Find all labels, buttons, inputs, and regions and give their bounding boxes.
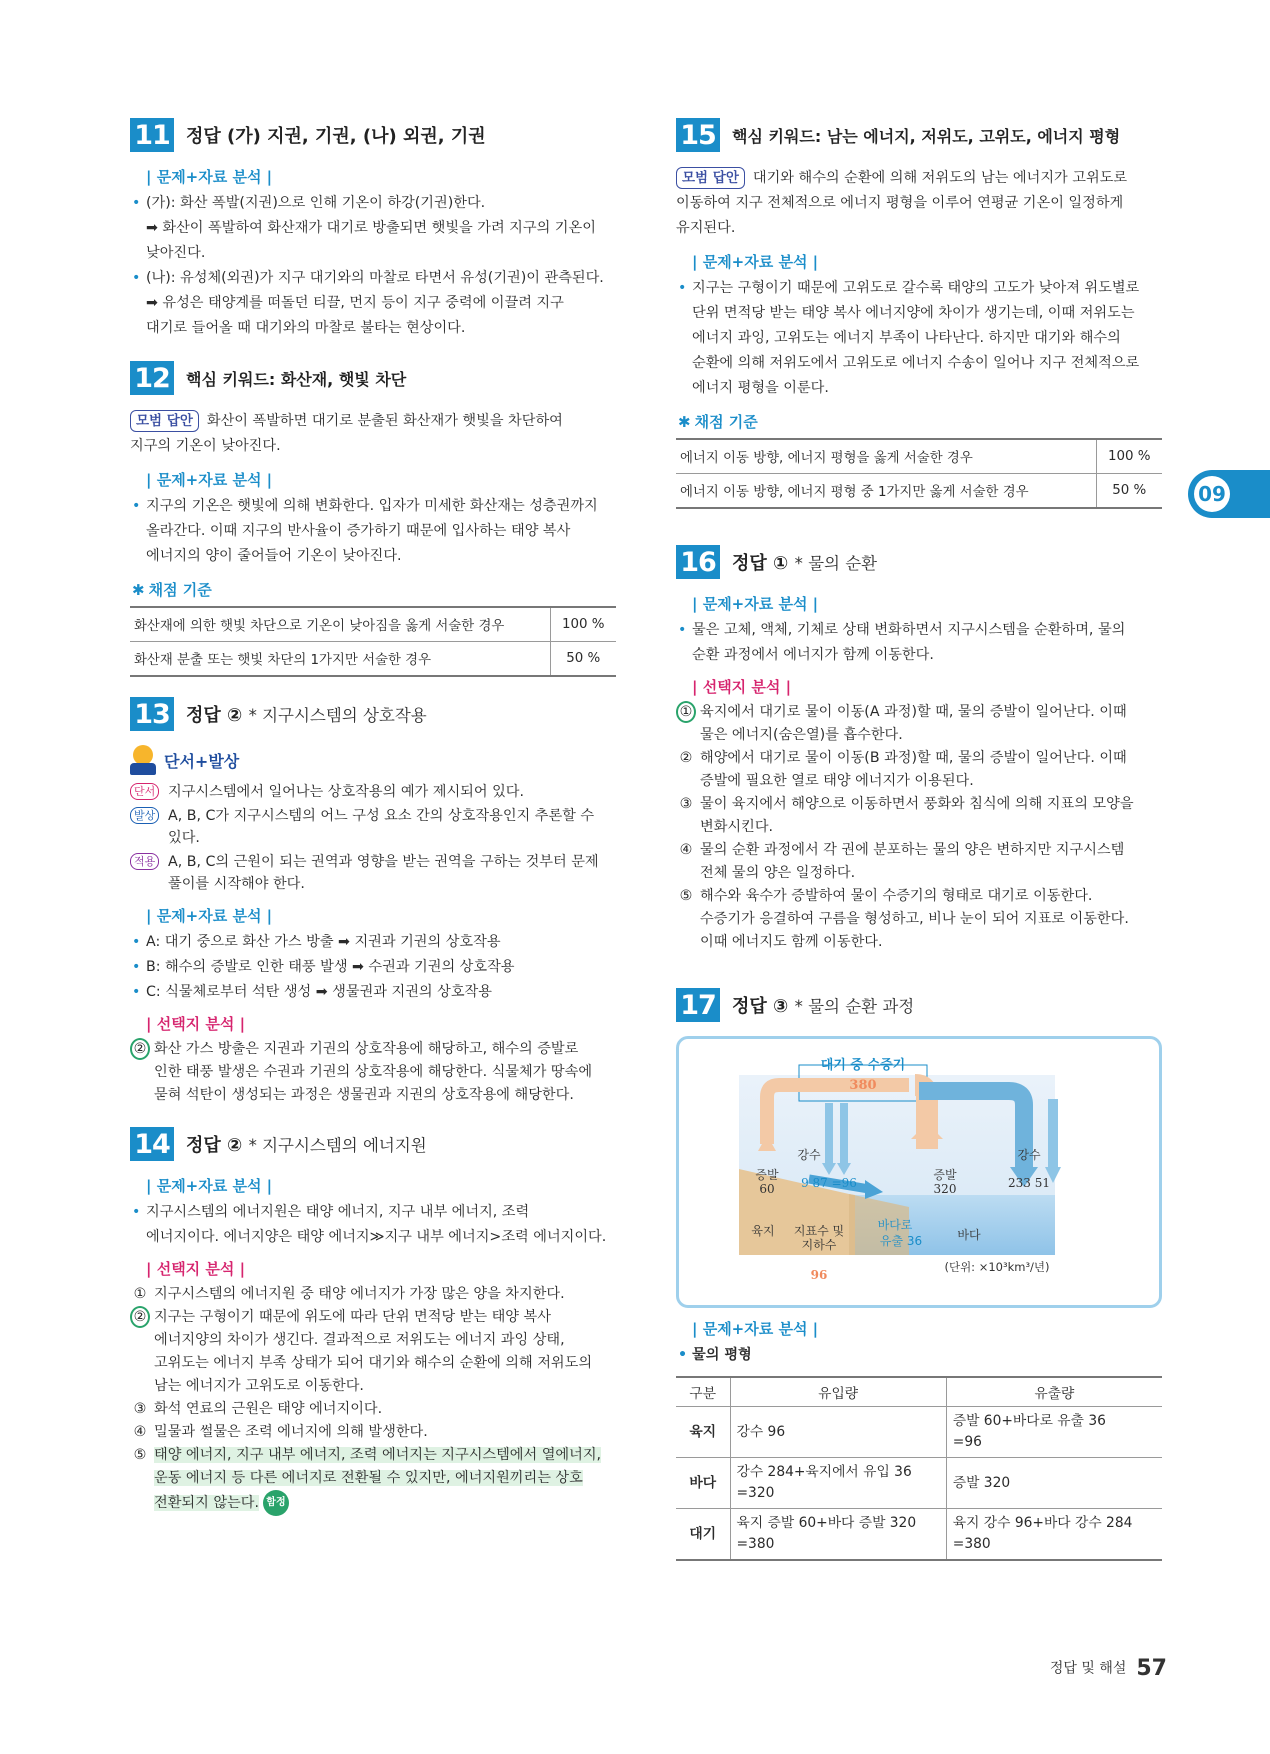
lightbulb-icon	[130, 745, 156, 775]
sea-evaporation-label: 증발	[933, 1168, 957, 1182]
page-footer	[1050, 1656, 1167, 1681]
q15-criteria-table	[676, 438, 1162, 509]
outflow-cell: 증발 320	[946, 1458, 1162, 1509]
q11-section-label: | 문제+자료 분석 |	[146, 168, 273, 186]
q16-options-label: | 선택지 분석 |	[692, 678, 792, 696]
q16-section-label: | 문제+자료 분석 |	[692, 595, 819, 613]
criteria-percent: 100 %	[550, 607, 616, 642]
q12-number: 12	[130, 361, 174, 395]
q16-number: 16	[676, 545, 720, 579]
q17-title: 정답 ③ * 물의 순환 과정	[732, 996, 915, 1017]
q13-bullet-b: • B: 해수의 증발로 인한 태풍 발생 ➡ 수권과 기권의 상호작용	[130, 955, 616, 980]
q12-bullet-1: • 지구의 기온은 햇빛에 의해 변화한다. 입자가 미세한 화산재는 성층권까지	[130, 494, 616, 519]
q12-criteria-table	[130, 606, 616, 677]
q13-hint-clue: 단서 지구시스템에서 일어나는 상호작용의 예가 제시되어 있다.	[130, 781, 616, 803]
q13-bullet-c: • C: 식물체로부터 석탄 생성 ➡ 생물권과 지권의 상호작용	[130, 980, 616, 1005]
q12-answer-line-2: 지구의 기온이 낮아진다.	[130, 438, 281, 454]
clue-tag: 단서	[130, 783, 159, 800]
q12-section-label: | 문제+자료 분석 |	[146, 471, 273, 489]
q15-title: 핵심 키워드: 남는 에너지, 저위도, 고위도, 에너지 평형	[732, 126, 1121, 146]
row-header: 대기	[676, 1509, 730, 1561]
option-number: ②	[130, 1038, 150, 1060]
q13-subtitle: * 지구시스템의 상호작용	[248, 706, 427, 725]
q15-number: 15	[676, 118, 720, 152]
q16-bullet-1: • 물은 고체, 액체, 기체로 상태 변화하면서 지구시스템을 순환하며, 물의	[676, 618, 1162, 643]
q14-option-4: ④ 밀물과 썰물은 조력 에너지에 의해 발생한다.	[133, 1424, 428, 1440]
q11-bullet-1-line-b: 낮아진다.	[146, 245, 206, 261]
q15-header	[676, 118, 1162, 152]
q11-bullet-2: • (나): 유성체(외권)가 지구 대기와의 마찰로 타면서 유성(기권)이 관측된다.	[130, 266, 616, 291]
inflow-cell: 강수 96	[730, 1407, 946, 1458]
q13-title: 정답 ② * 지구시스템의 상호작용	[186, 705, 427, 726]
criteria-percent: 100 %	[1096, 439, 1162, 474]
criteria-text: 화산재에 의한 햇빛 차단으로 기온이 낮아짐을 옳게 서술한 경우	[130, 607, 550, 642]
sea-precipitation-label: 강수	[1017, 1148, 1041, 1162]
q16-option-3: ③ 물이 육지에서 해양으로 이동하면서 풍화와 침식에 의해 지표의 모양을 변화시킨다.	[679, 796, 1134, 835]
sea-evaporation-value: 320	[933, 1182, 957, 1196]
q14-bullet-line-a: 에너지이다. 에너지양은 태양 에너지≫지구 내부 에너지>조력 에너지이다.	[146, 1229, 607, 1245]
q16-option-5: ⑤ 해수와 육수가 증발하여 물이 수증기의 형태로 대기로 이동한다. 수증기가 응결하여 구름을 형성하고, 비나 눈이 되어 지표로 이동한다. 이때 에너지도 함께 이동한다.	[679, 888, 1129, 950]
q15-criteria-label: ✱ 채점 기준	[678, 413, 758, 431]
q15-bullet-line-d: 에너지 평형을 이룬다.	[692, 380, 829, 396]
column-header: 유입량	[730, 1377, 946, 1407]
q12-bullet-line-a: 올라간다. 이때 지구의 반사율이 증가하기 때문에 입사하는 태양 복사	[146, 523, 571, 539]
q14-option-1: ① 지구시스템의 에너지원 중 태양 에너지가 가장 많은 양을 차지한다.	[133, 1286, 565, 1302]
q13-hint-apply: 적용 A, B, C의 근원이 되는 권역과 영향을 받는 권역을 구하는 것부터 문제 풀이를 시작해야 한다.	[130, 851, 616, 895]
q17-subtitle: * 물의 순환 과정	[794, 997, 915, 1016]
q11-bullet-2-line-b: 대기로 들어올 때 대기와의 마찰로 불타는 현상이다.	[146, 320, 466, 336]
asterisk-icon: ✱	[678, 413, 691, 431]
idea-tag: 발상	[130, 807, 159, 824]
asterisk-icon: ✱	[132, 581, 145, 599]
runoff-label: 바다로	[877, 1218, 913, 1232]
land-evaporation-value: 60	[759, 1182, 775, 1196]
q11-bullet-1: • (가): 화산 폭발(지권)으로 인해 기온이 하강(기권)한다.	[130, 191, 616, 216]
q14-title: 정답 ② * 지구시스템의 에너지원	[186, 1135, 427, 1156]
table-row	[130, 607, 616, 642]
apply-tag: 적용	[130, 853, 159, 870]
unit-label: (단위: ×10³km³/년)	[944, 1260, 1050, 1274]
water-balance-table	[676, 1376, 1162, 1561]
q11-header	[130, 118, 616, 152]
q14-header	[130, 1127, 616, 1161]
chapter-tab[interactable]	[1188, 470, 1270, 518]
table-row	[676, 439, 1162, 474]
q12-criteria-label: ✱ 채점 기준	[132, 581, 212, 599]
outflow-cell: 육지 강수 96+바다 강수 284 =380	[946, 1509, 1162, 1561]
table-row	[676, 1509, 1162, 1561]
criteria-percent: 50 %	[1096, 474, 1162, 509]
q12-answer-line-1: 화산이 폭발하면 대기로 분출된 화산재가 햇빛을 차단하여	[206, 413, 563, 429]
column-header: 유출량	[946, 1377, 1162, 1407]
row-header: 바다	[676, 1458, 730, 1509]
q15-bullet-1: • 지구는 구형이기 때문에 고위도로 갈수록 태양의 고도가 낮아져 위도별로	[676, 276, 1162, 301]
q15-bullet-line-b: 에너지 과잉, 고위도는 에너지 부족이 나타난다. 하지만 대기와 해수의	[692, 330, 1121, 346]
land-precipitation-label: 강수	[797, 1148, 821, 1162]
q13-hint-header	[130, 745, 616, 775]
water-cycle-diagram	[676, 1036, 1162, 1308]
table-header-row	[676, 1377, 1162, 1407]
runoff-value: 유출 36	[879, 1234, 923, 1248]
trap-badge-icon: 함정	[263, 1490, 289, 1516]
land-label: 육지	[751, 1224, 775, 1238]
q16-option-1: ① 육지에서 대기로 물이 이동(A 과정)할 때, 물의 증발이 일어난다. 이때 물은 에너지(숨은열)를 흡수한다.	[676, 701, 1162, 747]
groundwater-label-2: 지하수	[801, 1238, 837, 1252]
table-row	[130, 642, 616, 677]
q15-answer-line-2: 이동하여 지구 전체적으로 에너지 평형을 이루어 연평균 기온이 일정하게	[676, 195, 1124, 211]
row-header: 육지	[676, 1407, 730, 1458]
sea-precipitation-value: 233 51	[1008, 1176, 1050, 1190]
q14-option-2: ② 지구는 구형이기 때문에 위도에 따라 단위 면적당 받는 태양 복사 에너지양의 차이가 생긴다. 결과적으로 저위도는 에너지 과잉 상태, 고위도는 에너지 부족 상태가 되어 대기와 해수의 순환에 의해 저위도의 남는 에너지가 고위도로 이동한다.	[130, 1306, 616, 1398]
q11-bullet-1-line-a: ➡ 화산이 폭발하여 화산재가 대기로 방출되면 햇빛을 가려 지구의 기온이	[146, 220, 596, 236]
q14-subtitle: * 지구시스템의 에너지원	[248, 1136, 427, 1155]
criteria-text: 화산재 분출 또는 햇빛 차단의 1가지만 서술한 경우	[130, 642, 550, 677]
q17-number: 17	[676, 988, 720, 1022]
q17-balance-label: • 물의 평형	[676, 1343, 1162, 1368]
land-evaporation-label: 증발	[755, 1168, 779, 1182]
q17-header	[676, 988, 1162, 1022]
q16-title: 정답 ① * 물의 순환	[732, 553, 878, 574]
table-row	[676, 474, 1162, 509]
q16-subtitle: * 물의 순환	[794, 554, 878, 573]
chapter-number: 09	[1194, 476, 1230, 512]
sea-label: 바다	[957, 1228, 981, 1242]
criteria-percent: 50 %	[550, 642, 616, 677]
q13-header	[130, 697, 616, 731]
q14-section-label: | 문제+자료 분석 |	[146, 1177, 273, 1195]
groundwater-label: 지표수 및	[793, 1224, 845, 1238]
q15-model-answer: 모범 답안 대기와 해수의 순환에 의해 저위도의 남는 에너지가 고위도로	[676, 166, 1162, 191]
model-answer-badge: 모범 답안	[130, 410, 199, 432]
table-row	[676, 1458, 1162, 1509]
table-row	[676, 1407, 1162, 1458]
q15-section-label: | 문제+자료 분석 |	[692, 253, 819, 271]
bottom-value: 96	[810, 1268, 828, 1282]
atmosphere-label: 대기 중 수증기	[820, 1058, 906, 1073]
q13-hint-idea: 발상 A, B, C가 지구시스템의 어느 구성 요소 간의 상호작용인지 추론할 수 있다.	[130, 805, 616, 849]
q16-option-4: ④ 물의 순환 과정에서 각 권에 분포하는 물의 양은 변하지만 지구시스템 전체 물의 양은 일정하다.	[679, 842, 1125, 881]
q17-section-label: | 문제+자료 분석 |	[692, 1320, 819, 1338]
atmosphere-value: 380	[849, 1078, 877, 1093]
criteria-text: 에너지 이동 방향, 에너지 평형 중 1가지만 옳게 서술한 경우	[676, 474, 1096, 509]
outflow-cell: 증발 60+바다로 유출 36 =96	[946, 1407, 1162, 1458]
q13-option-correct: ② 화산 가스 방출은 지권과 기권의 상호작용에 해당하고, 해수의 증발로 인한 태풍 발생은 수권과 기권의 상호작용에 해당한다. 식물체가 땅속에 묻혀 석탄이 생성되는 과정은 생물권과 지권의 상호작용에 해당한다.	[130, 1038, 616, 1107]
criteria-text: 에너지 이동 방향, 에너지 평형을 옳게 서술한 경우	[676, 439, 1096, 474]
q14-bullet-1: • 지구시스템의 에너지원은 태양 에너지, 지구 내부 에너지, 조력	[130, 1200, 616, 1225]
q13-options-label: | 선택지 분석 |	[146, 1015, 246, 1033]
q13-number: 13	[130, 697, 174, 731]
footer-label: 정답 및 해설	[1049, 1660, 1127, 1677]
model-answer-badge: 모범 답안	[676, 167, 745, 189]
q12-title: 핵심 키워드: 화산재, 햇빛 차단	[186, 369, 407, 389]
q14-options-label: | 선택지 분석 |	[146, 1260, 246, 1278]
inflow-cell: 강수 284+육지에서 유입 36 =320	[730, 1458, 946, 1509]
q16-header	[676, 545, 1162, 579]
q14-option-3: ③ 화석 연료의 근원은 태양 에너지이다.	[133, 1401, 383, 1417]
page-number: 57	[1136, 1656, 1167, 1681]
q13-bullet-a: • A: 대기 중으로 화산 가스 방출 ➡ 지권과 기권의 상호작용	[130, 930, 616, 955]
right-column	[676, 118, 1162, 1561]
q14-number: 14	[130, 1127, 174, 1161]
column-header: 구분	[676, 1377, 730, 1407]
q14-option-5: ⑤ 태양 에너지, 지구 내부 에너지, 조력 에너지는 지구시스템에서 열에너지, 운동 에너지 등 다른 에너지로 전환될 수 있지만, 에너지원끼리는 상호 전환되지 않는다. 함정	[130, 1444, 616, 1516]
q15-bullet-line-a: 단위 면적당 받는 태양 복사 에너지양에 차이가 생기는데, 이때 저위도는	[692, 305, 1135, 321]
q12-header	[130, 361, 616, 395]
q16-bullet-line-a: 순환 과정에서 에너지가 함께 이동한다.	[692, 647, 934, 663]
q11-number: 11	[130, 118, 174, 152]
q11-title: 정답 (가) 지권, 기권, (나) 외권, 기권	[186, 126, 486, 147]
q11-bullet-2-line-a: ➡ 유성은 태양계를 떠돌던 티끌, 먼지 등이 지구 중력에 이끌려 지구	[146, 295, 564, 311]
q16-option-2: ② 해양에서 대기로 물이 이동(B 과정)할 때, 물의 증발이 일어난다. 이때 증발에 필요한 열로 태양 에너지가 이용된다.	[679, 750, 1127, 789]
q13-hint-title: 단서+발상	[164, 751, 240, 771]
water-cycle-figure	[679, 1039, 1159, 1305]
q12-model-answer	[130, 409, 616, 434]
q13-section-label: | 문제+자료 분석 |	[146, 907, 273, 925]
inflow-cell: 육지 증발 60+바다 증발 320 =380	[730, 1509, 946, 1561]
q12-bullet-line-b: 에너지의 양이 줄어들어 기온이 낮아진다.	[146, 548, 402, 564]
land-precipitation-value: 9 87 =96	[801, 1176, 857, 1190]
q15-answer-line-3: 유지된다.	[676, 220, 736, 236]
left-column	[130, 118, 616, 1516]
q15-bullet-line-c: 순환에 의해 저위도에서 고위도로 에너지 수송이 일어나 지구 전체적으로	[692, 355, 1140, 371]
